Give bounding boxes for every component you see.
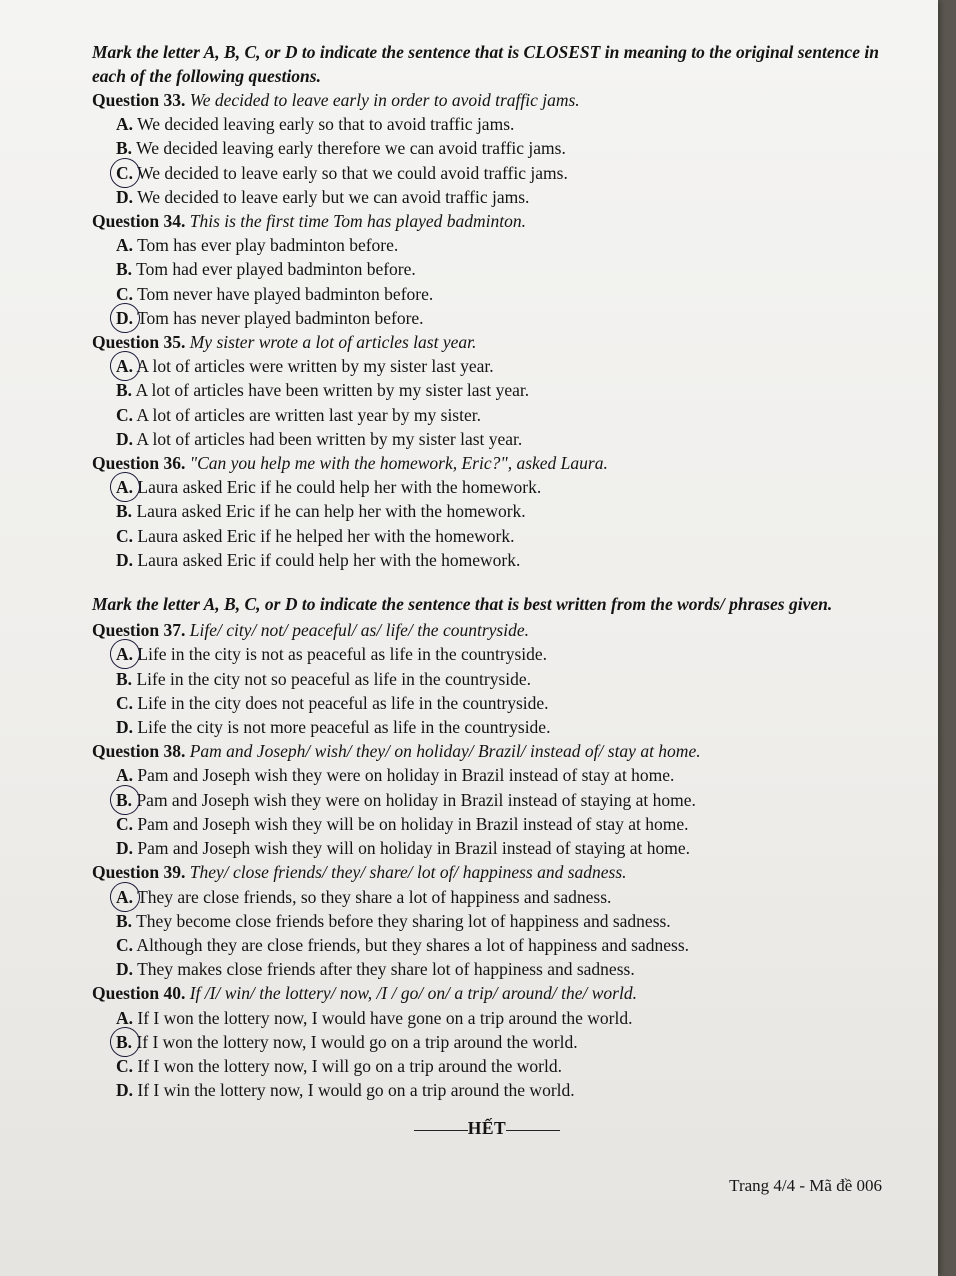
answer-option bbox=[116, 715, 882, 739]
answer-option bbox=[116, 475, 882, 499]
option-letter: C. bbox=[116, 525, 134, 546]
question-block bbox=[92, 618, 882, 739]
answer-option bbox=[116, 161, 882, 185]
exam-content bbox=[92, 40, 882, 1141]
option-letter: B. bbox=[116, 501, 133, 522]
section-instruction-1: Mark the letter A, B, C, or D to indicate the sentence that is CLOSEST in meaning to the original sentence in each of the following questions. bbox=[92, 42, 879, 86]
option-text: Laura asked Eric if he could help her with the homework. bbox=[133, 477, 542, 498]
question-stem: We decided to leave early in order to avoid traffic jams. bbox=[189, 90, 580, 110]
answer-option bbox=[116, 282, 882, 306]
option-letter: D. bbox=[116, 1080, 134, 1101]
answer-option bbox=[116, 185, 882, 209]
answer-option bbox=[116, 836, 882, 860]
answer-option bbox=[116, 524, 882, 548]
question-header bbox=[92, 981, 882, 1005]
option-text: They become close friends before they sharing lot of happiness and sadness. bbox=[132, 910, 671, 931]
option-text: Tom has ever play badminton before. bbox=[133, 235, 399, 256]
answer-option bbox=[116, 112, 882, 136]
option-letter: D. bbox=[116, 959, 134, 980]
question-header bbox=[92, 860, 882, 884]
question-number: Question 34. bbox=[92, 211, 186, 232]
option-letter: C. bbox=[116, 283, 134, 304]
answer-option bbox=[116, 427, 882, 451]
option-letter: C. bbox=[116, 934, 134, 955]
option-letter: A. bbox=[116, 235, 134, 256]
answer-option bbox=[116, 1030, 882, 1054]
option-text: We decided leaving early therefore we can avoid traffic jams. bbox=[132, 138, 566, 159]
option-text: If I won the lottery now, I would go on a trip around the world. bbox=[132, 1031, 578, 1052]
option-text: A lot of articles are written last year by my sister. bbox=[133, 404, 481, 425]
answer-option bbox=[116, 257, 882, 281]
end-marker bbox=[92, 1116, 882, 1140]
option-text: Laura asked Eric if he helped her with the homework. bbox=[133, 525, 515, 546]
option-list bbox=[92, 354, 882, 451]
question-stem: If /I/ win/ the lottery/ now, /I / go/ on/ a trip/ around/ the/ world. bbox=[189, 983, 637, 1004]
question-number: Question 40. bbox=[92, 983, 186, 1004]
question-stem: "Can you help me with the homework, Eric?", asked Laura. bbox=[189, 453, 608, 474]
option-letter: C. bbox=[116, 1055, 134, 1076]
circled-option-letter: D. bbox=[116, 306, 133, 330]
question-number: Question 35. bbox=[92, 332, 186, 353]
option-text: A lot of articles had been written by my sister last year. bbox=[133, 428, 523, 449]
answer-option bbox=[116, 1054, 882, 1078]
answer-option bbox=[116, 499, 882, 523]
option-text: A lot of articles have been written by my sister last year. bbox=[132, 380, 530, 401]
answer-option bbox=[116, 933, 882, 957]
section-instruction-2: Mark the letter A, B, C, or D to indicate the sentence that is best written from the words/ phrases given. bbox=[92, 594, 833, 615]
question-block bbox=[92, 451, 882, 572]
answer-option bbox=[116, 909, 882, 933]
end-rule-right bbox=[506, 1130, 560, 1131]
answer-option bbox=[116, 885, 882, 909]
answer-option bbox=[116, 136, 882, 160]
question-block bbox=[92, 981, 882, 1102]
option-letter: D. bbox=[116, 186, 134, 207]
option-letter: B. bbox=[116, 668, 133, 689]
option-letter: A. bbox=[116, 765, 134, 786]
option-text: A lot of articles were written by my sister last year. bbox=[133, 356, 494, 377]
end-marker-text: HẾT bbox=[467, 1118, 507, 1139]
answer-option bbox=[116, 788, 882, 812]
question-header bbox=[92, 330, 882, 354]
question-stem: This is the first time Tom has played badminton. bbox=[189, 211, 526, 232]
question-number: Question 36. bbox=[92, 453, 186, 474]
option-text: If I won the lottery now, I will go on a trip around the world. bbox=[133, 1055, 562, 1076]
circled-option-letter: A. bbox=[116, 885, 133, 909]
page-footer: Trang 4/4 - Mã đề 006 bbox=[729, 1176, 882, 1195]
option-letter: C. bbox=[116, 813, 134, 834]
option-list bbox=[92, 885, 882, 982]
question-header bbox=[92, 451, 882, 475]
answer-option bbox=[116, 1006, 882, 1030]
option-text: We decided to leave early but we can avoid traffic jams. bbox=[133, 186, 530, 207]
question-number: Question 38. bbox=[92, 741, 186, 762]
answer-option bbox=[116, 1078, 882, 1102]
option-list bbox=[92, 642, 882, 739]
circled-option-letter: B. bbox=[116, 1030, 132, 1054]
answer-option bbox=[116, 233, 882, 257]
option-text: Life in the city is not as peaceful as life in the countryside. bbox=[133, 644, 548, 665]
answer-option bbox=[116, 548, 882, 572]
answer-option bbox=[116, 306, 882, 330]
question-stem: Life/ city/ not/ peaceful/ as/ life/ the countryside. bbox=[189, 620, 529, 641]
question-block bbox=[92, 209, 882, 330]
option-letter: B. bbox=[116, 259, 133, 280]
option-text: Tom had ever played badminton before. bbox=[132, 259, 416, 280]
option-letter: D. bbox=[116, 717, 134, 738]
circled-option-letter: A. bbox=[116, 642, 133, 666]
question-stem: Pam and Joseph/ wish/ they/ on holiday/ Brazil/ instead of/ stay at home. bbox=[189, 741, 701, 762]
question-block bbox=[92, 88, 882, 209]
option-letter: B. bbox=[116, 910, 133, 931]
option-letter: B. bbox=[116, 380, 133, 401]
question-number: Question 33. bbox=[92, 90, 186, 110]
circled-option-letter: A. bbox=[116, 475, 133, 499]
question-header bbox=[92, 739, 882, 763]
option-text: If I win the lottery now, I would go on a trip around the world. bbox=[133, 1080, 575, 1101]
question-header bbox=[92, 88, 882, 112]
circled-option-letter: C. bbox=[116, 161, 133, 185]
option-text: Pam and Joseph wish they were on holiday in Brazil instead of stay at home. bbox=[133, 765, 675, 786]
answer-option bbox=[116, 354, 882, 378]
option-text: Pam and Joseph wish they will be on holiday in Brazil instead of stay at home. bbox=[133, 813, 689, 834]
option-text: Life in the city not so peaceful as life in the countryside. bbox=[132, 668, 532, 689]
answer-option bbox=[116, 642, 882, 666]
option-text: Laura asked Eric if could help her with the homework. bbox=[133, 549, 521, 570]
option-text: Life the city is not more peaceful as life in the countryside. bbox=[133, 717, 551, 738]
option-text: If I won the lottery now, I would have gone on a trip around the world. bbox=[133, 1007, 633, 1028]
answer-option bbox=[116, 667, 882, 691]
question-list-1 bbox=[92, 88, 882, 572]
question-block bbox=[92, 860, 882, 981]
option-letter: C. bbox=[116, 404, 134, 425]
question-block bbox=[92, 739, 882, 860]
option-letter: D. bbox=[116, 428, 134, 449]
option-text: Although they are close friends, but they shares a lot of happiness and sadness. bbox=[133, 934, 689, 955]
answer-option bbox=[116, 691, 882, 715]
option-text: Tom has never played badminton before. bbox=[133, 307, 424, 328]
option-text: We decided leaving early so that to avoid traffic jams. bbox=[133, 114, 515, 135]
question-stem: They/ close friends/ they/ share/ lot of/ happiness and sadness. bbox=[189, 862, 627, 883]
option-text: Pam and Joseph wish they were on holiday in Brazil instead of staying at home. bbox=[132, 789, 696, 810]
option-list bbox=[92, 112, 882, 209]
option-letter: D. bbox=[116, 838, 134, 859]
option-letter: A. bbox=[116, 1007, 134, 1028]
question-list-2 bbox=[92, 618, 882, 1102]
option-letter: D. bbox=[116, 549, 134, 570]
circled-option-letter: B. bbox=[116, 788, 132, 812]
answer-option bbox=[116, 763, 882, 787]
question-header bbox=[92, 209, 882, 233]
option-list bbox=[92, 763, 882, 860]
option-text: They makes close friends after they share lot of happiness and sadness. bbox=[133, 959, 635, 980]
option-text: Life in the city does not peaceful as life in the countryside. bbox=[133, 692, 549, 713]
question-stem: My sister wrote a lot of articles last year. bbox=[189, 332, 477, 353]
answer-option bbox=[116, 403, 882, 427]
question-block bbox=[92, 330, 882, 451]
option-text: They are close friends, so they share a lot of happiness and sadness. bbox=[133, 886, 612, 907]
question-number: Question 39. bbox=[92, 862, 186, 883]
option-text: Laura asked Eric if he can help her with the homework. bbox=[132, 501, 526, 522]
end-rule-left bbox=[414, 1130, 468, 1131]
option-text: Pam and Joseph wish they will on holiday in Brazil instead of staying at home. bbox=[133, 838, 691, 859]
answer-option bbox=[116, 378, 882, 402]
option-list bbox=[92, 475, 882, 572]
answer-option bbox=[116, 812, 882, 836]
option-list bbox=[92, 1006, 882, 1103]
option-letter: C. bbox=[116, 692, 134, 713]
option-text: We decided to leave early so that we could avoid traffic jams. bbox=[133, 162, 568, 183]
option-letter: B. bbox=[116, 138, 133, 159]
option-list bbox=[92, 233, 882, 330]
question-header bbox=[92, 618, 882, 642]
option-text: Tom never have played badminton before. bbox=[133, 283, 434, 304]
option-letter: A. bbox=[116, 114, 134, 135]
answer-option bbox=[116, 957, 882, 981]
circled-option-letter: A. bbox=[116, 354, 133, 378]
question-number: Question 37. bbox=[92, 620, 186, 641]
